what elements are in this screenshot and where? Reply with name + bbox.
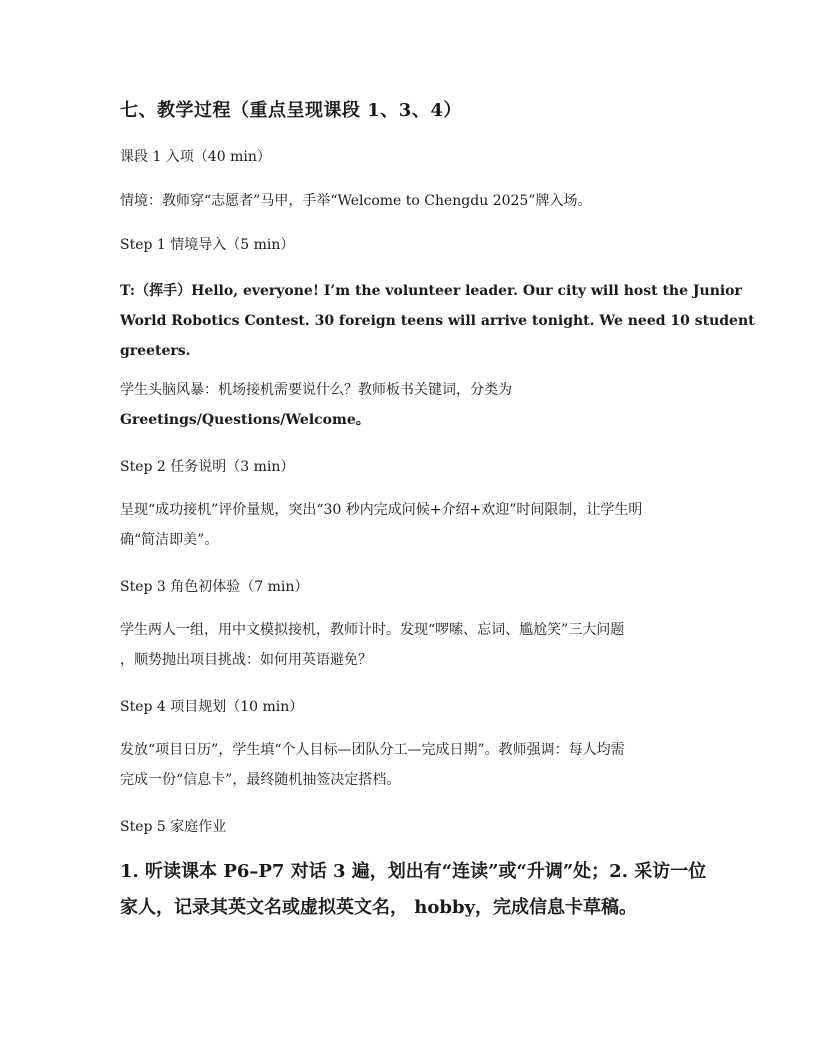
step1-title: Step 1 情境导入（5 min） [120, 237, 295, 253]
step4-paragraph [120, 735, 700, 795]
step1-brainstorm-line: 学生头脑风暴：机场接机需要说什么？教师板书关键词，分类为 [120, 382, 512, 398]
step4-line: 发放“项目日历”，学生填“个人目标—团队分工—完成日期”。教师强调：每人均需 [120, 742, 625, 758]
step3-line: ，顺势抛出项目挑战：如何用英语避免？ [120, 652, 372, 668]
step1-brainstorm-paragraph [120, 375, 700, 435]
section-title: 七、教学过程（重点呈现课段 1、3、4） [120, 100, 462, 121]
context-paragraph: 情境：教师穿“志愿者”马甲，手举“Welcome to Chengdu 2025”牌入场。 [120, 193, 592, 209]
step1-brainstorm-line: Greetings/Questions/Welcome。 [120, 412, 370, 428]
step2-line: 确“简洁即美”。 [120, 532, 219, 548]
step1-teacher-line: greeters. [120, 343, 191, 359]
step3-line: 学生两人一组，用中文模拟接机，教师计时。发现“啰嗦、忘词、尴尬笑”三大问题 [120, 622, 625, 638]
step5-title: Step 5 家庭作业 [120, 819, 227, 835]
step2-paragraph [120, 495, 700, 555]
step2-title: Step 2 任务说明（3 min） [120, 459, 295, 475]
step4-line: 完成一份“信息卡”，最终随机抽签决定搭档。 [120, 772, 401, 788]
lesson-label: 课段 1 入项（40 min） [120, 149, 271, 165]
step1-teacher-line: T:（挥手）Hello, everyone! I’m the volunteer leader. Our city will host the Junior [120, 283, 742, 299]
step3-paragraph [120, 615, 700, 675]
step3-title: Step 3 角色初体验（7 min） [120, 579, 309, 595]
step1-teacher-paragraph [120, 276, 755, 366]
step5-homework-line: 家人，记录其英文名或虚拟英文名， hobby，完成信息卡草稿。 [120, 897, 637, 918]
step2-line: 呈现“成功接机”评价量规，突出“30 秒内完成问候+介绍+欢迎”时间限制，让学生明 [120, 502, 643, 518]
step5-homework-paragraph [120, 854, 707, 926]
step5-homework-line: 1. 听读课本 P6–P7 对话 3 遍，划出有“连读”或“升调”处；2. 采访一位 [120, 861, 707, 882]
step1-teacher-line: World Robotics Contest. 30 foreign teens will arrive tonight. We need 10 student [120, 313, 755, 329]
step4-title: Step 4 项目规划（10 min） [120, 699, 304, 715]
